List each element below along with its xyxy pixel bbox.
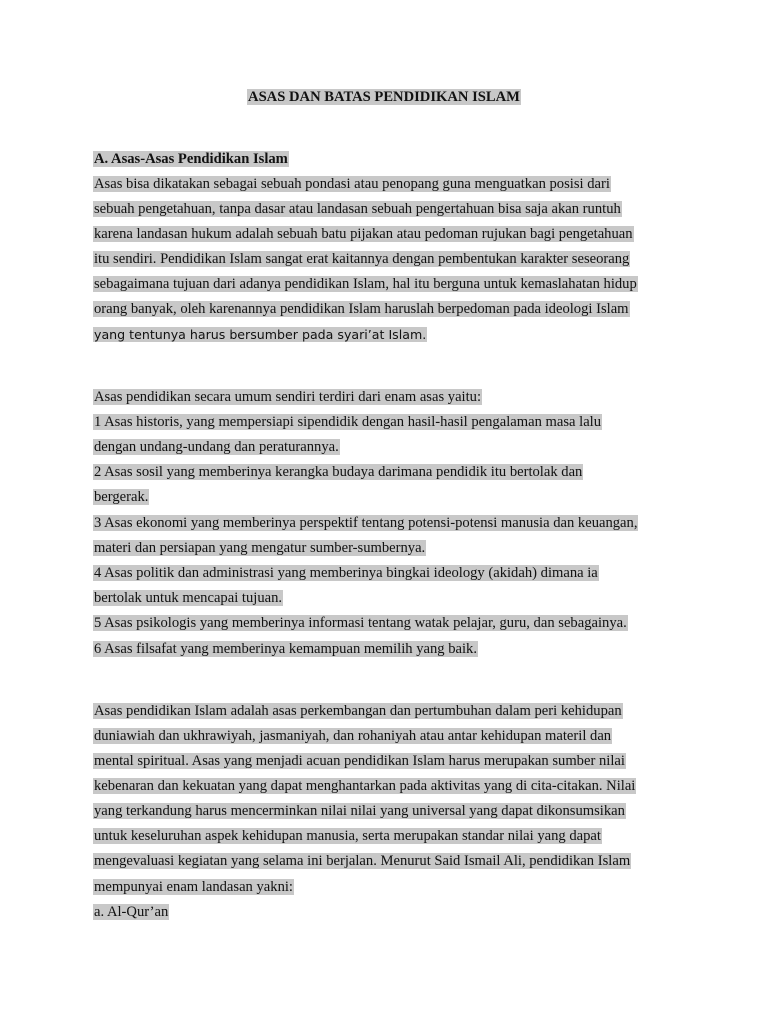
list-item-continued: bertolak untuk mencapai tujuan. (94, 590, 283, 606)
paragraph-line: Asas pendidikan Islam adalah asas perkembangan dan pertumbuhan dalam peri kehidupan (94, 703, 622, 719)
paragraph-line: karena landasan hukum adalah sebuah batu pijakan atau pedoman rujukan bagi pengetahuan (94, 226, 633, 242)
paragraph-line: sebagaimana tujuan dari adanya pendidikan Islam, hal itu berguna untuk kemaslahatan hidup (94, 276, 637, 292)
paragraph-line: yang terkandung harus mencerminkan nilai nilai yang universal yang dapat dikonsumsikan (94, 803, 625, 819)
document-title: ASAS DAN BATAS PENDIDIKAN ISLAM (248, 89, 520, 105)
list-item: 6 Asas filsafat yang memberinya kemampuan memilih yang baik. (94, 641, 477, 657)
paragraph-line: Asas pendidikan secara umum sendiri terdiri dari enam asas yaitu: (94, 389, 482, 405)
paragraph-line: itu sendiri. Pendidikan Islam sangat erat kaitannya dengan pembentukan karakter seseorang (94, 251, 630, 267)
paragraph-line: mempunyai enam landasan yakni: (94, 879, 293, 895)
section-heading: A. Asas-Asas Pendidikan Islam (94, 151, 288, 167)
list-item: 1 Asas historis, yang mempersiapi sipendidik dengan hasil-hasil pengalaman masa lalu (94, 414, 602, 430)
list-item: 2 Asas sosil yang memberinya kerangka budaya darimana pendidik itu bertolak dan (94, 464, 583, 480)
paragraph-line: kebenaran dan kekuatan yang dapat menghantarkan pada aktivitas yang di cita-citakan. Nilai (94, 778, 636, 794)
list-item: 4 Asas politik dan administrasi yang memberinya bingkai ideology (akidah) dimana ia (94, 565, 598, 581)
paragraph-line: mental spiritual. Asas yang menjadi acuan pendidikan Islam harus merupakan sumber nilai (94, 753, 625, 769)
paragraph-line: untuk keseluruhan aspek kehidupan manusia, serta merupakan standar nilai yang dapat (94, 828, 601, 844)
paragraph-line: sebuah pengetahuan, tanpa dasar atau landasan sebuah pengertahuan bisa saja akan runtuh (94, 201, 621, 217)
paragraph-line: yang tentunya harus bersumber pada syari’at Islam. (94, 327, 427, 342)
paragraph-line: mengevaluasi kegiatan yang selama ini berjalan. Menurut Said Ismail Ali, pendidikan Islam (94, 853, 631, 869)
paragraph-line: orang banyak, oleh karenannya pendidikan Islam haruslah berpedoman pada ideologi Islam (94, 301, 629, 317)
list-item: a. Al-Qur’an (94, 904, 169, 920)
list-item-continued: dengan undang-undang dan peraturannya. (94, 439, 339, 455)
paragraph-line: Asas bisa dikatakan sebagai sebuah pondasi atau penopang guna menguatkan posisi dari (94, 176, 610, 192)
list-item: 5 Asas psikologis yang memberinya informasi tentang watak pelajar, guru, dan sebagainya. (94, 615, 627, 631)
list-item-continued: materi dan persiapan yang mengatur sumber-sumbernya. (94, 540, 426, 556)
paragraph-line: duniawiah dan ukhrawiyah, jasmaniyah, dan rohaniyah atau antar kehidupan materil dan (94, 728, 612, 744)
list-item: 3 Asas ekonomi yang memberinya perspektif tentang potensi-potensi manusia dan keuangan, (94, 515, 638, 531)
list-item-continued: bergerak. (94, 489, 149, 505)
